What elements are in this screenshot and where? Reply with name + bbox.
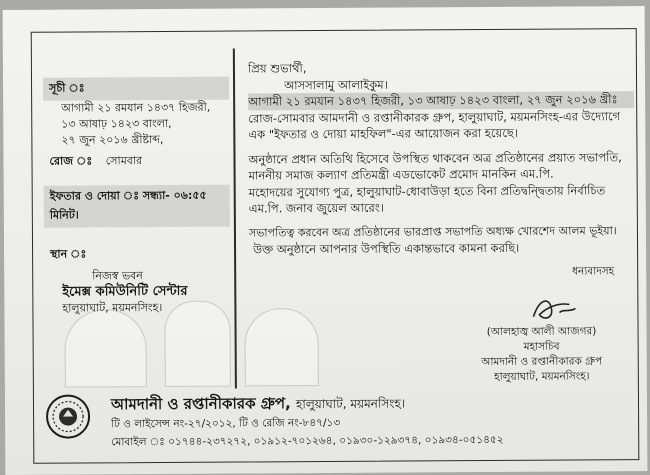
signer-name: (আলহাজ্ব আলী আজগর): [486, 325, 597, 339]
venue-label: স্থান ঃ: [50, 247, 87, 261]
license-text: টি ও লাইসেন্স নং-২৭/২০১২, টি ও রেজি নং-৮৪৭/১৩: [111, 416, 341, 431]
org-place: হালুয়াঘাট, ময়মনসিংহ।: [295, 396, 406, 412]
venue-place: হালুয়াঘাট, ময়মনসিংহ।: [62, 300, 163, 315]
day-row: [43, 152, 229, 172]
thanks-text: ধন্যবাদসহ: [572, 265, 615, 278]
paragraph-line: অনুষ্ঠানে প্রধান অতিথি হিসেবে উপস্থিত থাকবেন অত্র প্রতিষ্ঠানের প্রয়াত সভাপতি,: [248, 149, 622, 166]
decorative-buildings: [3, 6, 645, 10]
salutation: প্রিয় শুভার্থী,: [247, 61, 307, 76]
paragraph-line: রোজ-সোমবার আমদানী ও রপ্তানীকারক গ্রুপ, হালুয়াঘাট, ময়মনসিংহ-এর উদ্যোগে: [248, 108, 621, 125]
mobile-text: মোবাইল ঃ ০১৭৪৪-২৩৭২৭২, ০১৯১২-৭০১২৬৪, ০১৯৩০-১২৯৩৭৪, ০১৯৩৪-০৫১৪৫২: [111, 433, 504, 449]
footer-org: [111, 392, 405, 419]
day-label: রোজ ঃ: [49, 154, 93, 168]
signature-mark: [529, 294, 579, 324]
signature-block: [457, 324, 627, 385]
invitation-card: [3, 6, 648, 475]
footer: [33, 384, 637, 462]
venue-hall: ইমেক্স কমিউনিটি সেন্টার: [62, 283, 188, 300]
paragraph-line: এক "ইফতার ও দোয়া মাহফিল"-এর আয়োজন করা হয়েছে।: [248, 125, 519, 142]
paragraph-line: এম.পি. জনাব জুয়েল আরেং।: [248, 200, 384, 216]
organization-logo: [45, 393, 91, 439]
date-line: আগামী ২১ রমযান ১৪৩৭ হিজরী,: [61, 100, 211, 115]
signer-org: আমদানী ও রপ্তানীকারক গ্রুপ: [481, 355, 603, 369]
invitation-letter: [248, 58, 635, 258]
venue-line: নিজস্ব ভবন: [92, 269, 143, 283]
paragraph-line: আগামী ২১ রমযান ১৪৩৭ হিজরী, ১৩ আষাঢ় ১৪২৩ বাংলা, ২৭ জুন ২০১৬ খ্রীঃ: [248, 91, 634, 110]
signer-place: হালুয়াঘাট, ময়মনসিংহ।: [494, 370, 590, 383]
date-line: ১৩ আষাঢ় ১৪২৩ বাংলা,: [61, 116, 172, 131]
date-label: সূচী ঃ: [43, 77, 229, 101]
paragraph-line: মাননীয় সমাজ কল্যাণ প্রতিমন্ত্রী এডভোকেট প্রমোদ মানকিন এম.পি.: [248, 166, 554, 183]
event-details: [43, 49, 231, 317]
greeting: আসসালামু আলাইকুম।: [284, 77, 388, 92]
paragraph-line: মহোদয়ের সুযোগ্য পুত্র, হালুয়াঘাট-ধোবাউড়া হতে বিনা প্রতিদ্বন্দ্বিতায় নির্বাচিত: [248, 182, 606, 199]
signer-title: মহাসচিব: [523, 340, 560, 353]
time-info: ইফতার ও দোয়া ঃ সন্ধ্যা- ০৬:৫৫ মিনিট।: [44, 185, 230, 228]
day-value: সোমবার: [105, 154, 143, 168]
paragraph-line: সভাপতিত্ব করবেন অত্র প্রতিষ্ঠানের ভারপ্রাপ্ত সভাপতি অধ্যক্ষ খোরশেদ আলম ভূইয়া।: [248, 223, 617, 239]
paragraph-line: উক্ত অনুষ্ঠানে আপনার উপস্থিতি একান্তভাবে কামনা করছি।: [253, 240, 520, 257]
org-name: আমদানী ও রপ্তানীকারক গ্রুপ,: [110, 394, 291, 414]
date-line: ২৭ জুন ২০১৬ খ্রীষ্টাব্দ,: [61, 132, 164, 147]
